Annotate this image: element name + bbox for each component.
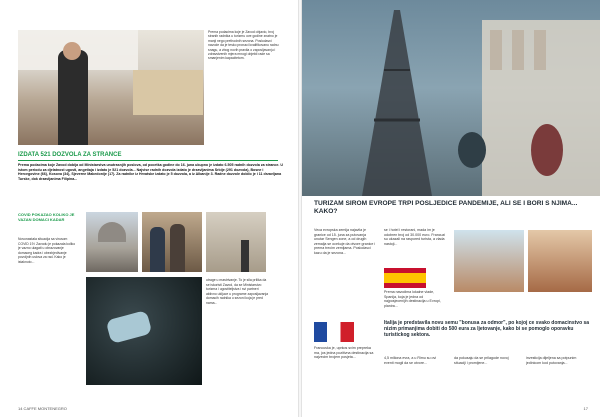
- bottom-col2: 4,5 miliona evra, a u Rimu su ovi eventi mogli da se otvore...: [384, 356, 437, 365]
- covid-subheadline: COVID POKAZAO KOLIKO JE VAZAN DOMACI KADAR: [18, 212, 75, 222]
- right-footer: 17: [583, 406, 588, 411]
- divider: [18, 160, 278, 161]
- bottom-col3: da pokusaju da se prilagode novoj situaciji i promijene...: [454, 356, 509, 365]
- church-photo: [528, 230, 592, 292]
- article-col1: Veca evropska zemlja najavila je granice od 15. juna za putovanja unutar Sengen zone, a od drugih zemalja se ocekuje da otvore granice i prema trecim zemljama. Poslodavci kazu da je sezona...: [314, 228, 376, 255]
- eiffel-tower-illustration: [302, 0, 600, 196]
- article-col2: se i hotel i restorani, mada im je odobren broj od 30.000 euro. Francuzi su ukazali na raspored turista, a vlada nastoji...: [384, 228, 446, 246]
- mask-photo: [86, 277, 202, 385]
- italy-feature: Italija je predstavila novu semu "bonusa za odmor", po kojoj ce svako domacinstvo sa nizim primanjima dobiti do 500 eura za ljetovanje, kako bi se pomoglo oporavku turistickog sektora.: [384, 320, 590, 339]
- masked-tourists-photo: [142, 212, 202, 272]
- mid-text: utrage u mastrivanje. To je sila prilika da se iskoristi Zavod, da se Ministarstvo turizma i ugostiteljstva i svi partneri aktivno ukljuce u programe zaposljavanja domacih radnika u sezoni koja je pred nama...: [206, 278, 268, 305]
- dozvole-headline: IZDATA 521 DOZVOLA ZA STRANCE: [18, 152, 122, 158]
- france-flag: [314, 322, 354, 342]
- tourism-headline: TURIZAM SIROM EVROPE TRPI POSLJEDICE PANDEMIJE, ALI SE I BORI S NJIMA... KAKO?: [314, 200, 578, 215]
- side-article-text: Prema podacima koje je Zavod objavio, broj stranih radnika u turizmu ove godine znatno je manji nego prethodnih sezona. Poslodavci navode da je tesko pronaci kvalifikovanu radnu snagu, a zbog novih pravila o zaposljavanju i zdravstvenih mjera mnogi objekti rade sa smanjenim kapacitetom.: [208, 30, 279, 61]
- spain-flag: [384, 268, 426, 288]
- palm-city-photo: [454, 230, 524, 292]
- bottom-col4: investicija dijeljena sa potpunim jedinicom kod putovanja...: [526, 356, 577, 365]
- left-footer: 14 CAFFE MONTENEGRO: [18, 406, 67, 411]
- dozvole-lead: Prema podacima koje Zavod dobija od Ministarstva unutrasnjih poslova, od pocetka godine do 16. juna ukupno je izdato 6.505 radnih dozvola za strance. U istom periodu za djelatnost ugosti, angetiaja i izdato je 521 dozvola... Najvise radnih dozvola izdato je drzavljanima Srbije (291 dozvola), Bosne i Hercegovine (66), Kosova (34), Sjeverne Makedonije (17). Za radnike iz Hrvatske izdato je 5 dozvola, a iz Albanije 3. Radne dozvole dobilo je i 11 drzavljana Turske, dok drzavljanima Filipina...: [18, 163, 283, 181]
- spain-text: Prema navodima lokalne vlade, Spanija, koja je jedna od najposjecenijih destinacija u Evropi, planira...: [384, 290, 441, 308]
- right-page: [302, 0, 600, 417]
- restaurant-waiter-photo: [18, 30, 204, 145]
- covid-text: Novonastala situacija sa virusom COVID 19 i Zavodu je pokazala koliko je vazno ulagati u obrazovanje domaceg kadra i obezbjedivanje povoljnih uslova za rad. Kako je istaknuto...: [18, 237, 76, 264]
- left-page: [0, 0, 298, 417]
- vatican-photo: [86, 212, 138, 272]
- eiffel-tower-photo: [302, 0, 600, 196]
- france-text: Francuska je, uprkos svim prepreka ma, jos jedna pozitivna destinacija sa najvecim brojem posjeta...: [314, 346, 374, 360]
- street-photo: [206, 212, 266, 272]
